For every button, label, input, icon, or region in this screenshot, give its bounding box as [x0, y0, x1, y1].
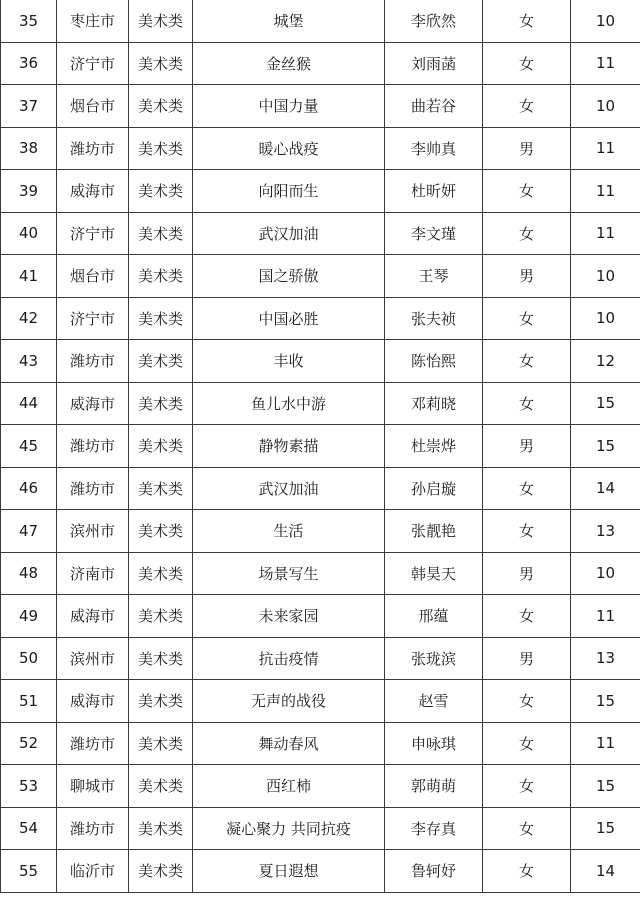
city-cell: 济宁市 — [57, 42, 129, 85]
table-row — [1, 42, 640, 85]
row-number-cell: 55 — [1, 850, 57, 893]
gender-cell: 女 — [483, 467, 571, 510]
artwork-title-cell: 国之骄傲 — [193, 255, 385, 298]
table-row — [1, 510, 640, 553]
row-number-cell: 35 — [1, 0, 57, 42]
row-number-cell: 38 — [1, 127, 57, 170]
table-row — [1, 85, 640, 128]
gender-cell: 女 — [483, 510, 571, 553]
category-cell: 美术类 — [129, 0, 193, 42]
artwork-title-cell: 抗击疫情 — [193, 637, 385, 680]
city-cell: 临沂市 — [57, 850, 129, 893]
gender-cell: 女 — [483, 807, 571, 850]
artwork-title-cell: 丰收 — [193, 340, 385, 383]
age-cell: 11 — [571, 42, 640, 85]
table-row — [1, 127, 640, 170]
table-row — [1, 637, 640, 680]
category-cell: 美术类 — [129, 297, 193, 340]
age-cell: 13 — [571, 510, 640, 553]
artwork-title-cell: 场景写生 — [193, 552, 385, 595]
age-cell: 12 — [571, 340, 640, 383]
category-cell: 美术类 — [129, 637, 193, 680]
age-cell: 10 — [571, 552, 640, 595]
artwork-title-cell: 鱼儿水中游 — [193, 382, 385, 425]
gender-cell: 女 — [483, 680, 571, 723]
table-row — [1, 297, 640, 340]
city-cell: 滨州市 — [57, 637, 129, 680]
student-name-cell: 邢蕴 — [385, 595, 483, 638]
artwork-title-cell: 武汉加油 — [193, 467, 385, 510]
category-cell: 美术类 — [129, 680, 193, 723]
table-body — [1, 0, 640, 892]
artwork-title-cell: 凝心聚力 共同抗疫 — [193, 807, 385, 850]
student-name-cell: 刘雨菡 — [385, 42, 483, 85]
gender-cell: 女 — [483, 340, 571, 383]
table-row — [1, 680, 640, 723]
age-cell: 15 — [571, 425, 640, 468]
age-cell: 11 — [571, 127, 640, 170]
category-cell: 美术类 — [129, 722, 193, 765]
age-cell: 10 — [571, 85, 640, 128]
artwork-title-cell: 夏日遐想 — [193, 850, 385, 893]
student-name-cell: 王琴 — [385, 255, 483, 298]
row-number-cell: 40 — [1, 212, 57, 255]
category-cell: 美术类 — [129, 127, 193, 170]
category-cell: 美术类 — [129, 85, 193, 128]
category-cell: 美术类 — [129, 595, 193, 638]
category-cell: 美术类 — [129, 340, 193, 383]
gender-cell: 女 — [483, 0, 571, 42]
age-cell: 13 — [571, 637, 640, 680]
category-cell: 美术类 — [129, 425, 193, 468]
table-row — [1, 722, 640, 765]
gender-cell: 女 — [483, 722, 571, 765]
category-cell: 美术类 — [129, 807, 193, 850]
city-cell: 潍坊市 — [57, 340, 129, 383]
gender-cell: 女 — [483, 42, 571, 85]
student-name-cell: 张珑滨 — [385, 637, 483, 680]
gender-cell: 男 — [483, 127, 571, 170]
row-number-cell: 48 — [1, 552, 57, 595]
artwork-title-cell: 武汉加油 — [193, 212, 385, 255]
age-cell: 11 — [571, 170, 640, 213]
city-cell: 潍坊市 — [57, 722, 129, 765]
age-cell: 11 — [571, 722, 640, 765]
city-cell: 潍坊市 — [57, 127, 129, 170]
category-cell: 美术类 — [129, 170, 193, 213]
student-name-cell: 李存真 — [385, 807, 483, 850]
table-row — [1, 765, 640, 808]
city-cell: 枣庄市 — [57, 0, 129, 42]
gender-cell: 女 — [483, 170, 571, 213]
student-name-cell: 邓莉晓 — [385, 382, 483, 425]
row-number-cell: 45 — [1, 425, 57, 468]
age-cell: 11 — [571, 595, 640, 638]
row-number-cell: 41 — [1, 255, 57, 298]
table-row — [1, 552, 640, 595]
city-cell: 威海市 — [57, 382, 129, 425]
age-cell: 14 — [571, 467, 640, 510]
city-cell: 威海市 — [57, 170, 129, 213]
row-number-cell: 44 — [1, 382, 57, 425]
gender-cell: 女 — [483, 212, 571, 255]
table-row — [1, 212, 640, 255]
student-name-cell: 张靓艳 — [385, 510, 483, 553]
artwork-title-cell: 无声的战役 — [193, 680, 385, 723]
student-name-cell: 杜崇烨 — [385, 425, 483, 468]
city-cell: 济南市 — [57, 552, 129, 595]
row-number-cell: 50 — [1, 637, 57, 680]
gender-cell: 女 — [483, 765, 571, 808]
student-name-cell: 曲若谷 — [385, 85, 483, 128]
category-cell: 美术类 — [129, 850, 193, 893]
student-name-cell: 张夫祯 — [385, 297, 483, 340]
category-cell: 美术类 — [129, 255, 193, 298]
gender-cell: 男 — [483, 637, 571, 680]
city-cell: 威海市 — [57, 680, 129, 723]
age-cell: 10 — [571, 297, 640, 340]
row-number-cell: 46 — [1, 467, 57, 510]
row-number-cell: 37 — [1, 85, 57, 128]
row-number-cell: 47 — [1, 510, 57, 553]
age-cell: 10 — [571, 0, 640, 42]
age-cell: 14 — [571, 850, 640, 893]
table-row — [1, 340, 640, 383]
row-number-cell: 42 — [1, 297, 57, 340]
city-cell: 烟台市 — [57, 255, 129, 298]
row-number-cell: 49 — [1, 595, 57, 638]
table-row — [1, 255, 640, 298]
city-cell: 济宁市 — [57, 212, 129, 255]
city-cell: 潍坊市 — [57, 425, 129, 468]
artwork-title-cell: 中国必胜 — [193, 297, 385, 340]
gender-cell: 女 — [483, 297, 571, 340]
category-cell: 美术类 — [129, 42, 193, 85]
artwork-title-cell: 中国力量 — [193, 85, 385, 128]
artwork-title-cell: 静物素描 — [193, 425, 385, 468]
student-name-cell: 申咏琪 — [385, 722, 483, 765]
city-cell: 潍坊市 — [57, 467, 129, 510]
row-number-cell: 53 — [1, 765, 57, 808]
student-name-cell: 李文瑾 — [385, 212, 483, 255]
student-name-cell: 孙启璇 — [385, 467, 483, 510]
city-cell: 威海市 — [57, 595, 129, 638]
city-cell: 聊城市 — [57, 765, 129, 808]
city-cell: 烟台市 — [57, 85, 129, 128]
artwork-title-cell: 生活 — [193, 510, 385, 553]
age-cell: 10 — [571, 255, 640, 298]
age-cell: 15 — [571, 807, 640, 850]
artwork-title-cell: 西红柿 — [193, 765, 385, 808]
student-name-cell: 鲁轲妤 — [385, 850, 483, 893]
artwork-title-cell: 未来家园 — [193, 595, 385, 638]
gender-cell: 男 — [483, 255, 571, 298]
gender-cell: 男 — [483, 425, 571, 468]
age-cell: 15 — [571, 382, 640, 425]
table-row — [1, 382, 640, 425]
row-number-cell: 52 — [1, 722, 57, 765]
age-cell: 15 — [571, 765, 640, 808]
table-row — [1, 807, 640, 850]
student-name-cell: 陈怡熙 — [385, 340, 483, 383]
category-cell: 美术类 — [129, 382, 193, 425]
gender-cell: 男 — [483, 552, 571, 595]
student-name-cell: 赵雪 — [385, 680, 483, 723]
category-cell: 美术类 — [129, 552, 193, 595]
row-number-cell: 39 — [1, 170, 57, 213]
category-cell: 美术类 — [129, 510, 193, 553]
artwork-title-cell: 向阳而生 — [193, 170, 385, 213]
table-row — [1, 425, 640, 468]
city-cell: 济宁市 — [57, 297, 129, 340]
gender-cell: 女 — [483, 382, 571, 425]
student-name-cell: 李欣然 — [385, 0, 483, 42]
student-name-cell: 李帅真 — [385, 127, 483, 170]
table-row — [1, 170, 640, 213]
row-number-cell: 54 — [1, 807, 57, 850]
artwork-title-cell: 城堡 — [193, 0, 385, 42]
city-cell: 滨州市 — [57, 510, 129, 553]
gender-cell: 女 — [483, 85, 571, 128]
row-number-cell: 43 — [1, 340, 57, 383]
table-row — [1, 595, 640, 638]
category-cell: 美术类 — [129, 467, 193, 510]
category-cell: 美术类 — [129, 765, 193, 808]
artwork-title-cell: 金丝猴 — [193, 42, 385, 85]
row-number-cell: 36 — [1, 42, 57, 85]
age-cell: 11 — [571, 212, 640, 255]
artwork-title-cell: 暖心战疫 — [193, 127, 385, 170]
city-cell: 潍坊市 — [57, 807, 129, 850]
row-number-cell: 51 — [1, 680, 57, 723]
artwork-title-cell: 舞动春风 — [193, 722, 385, 765]
student-name-cell: 韩昊天 — [385, 552, 483, 595]
table-row — [1, 850, 640, 893]
student-name-cell: 杜昕妍 — [385, 170, 483, 213]
gender-cell: 女 — [483, 850, 571, 893]
table-row — [1, 0, 640, 42]
age-cell: 15 — [571, 680, 640, 723]
table-row — [1, 467, 640, 510]
category-cell: 美术类 — [129, 212, 193, 255]
student-name-cell: 郭萌萌 — [385, 765, 483, 808]
gender-cell: 女 — [483, 595, 571, 638]
